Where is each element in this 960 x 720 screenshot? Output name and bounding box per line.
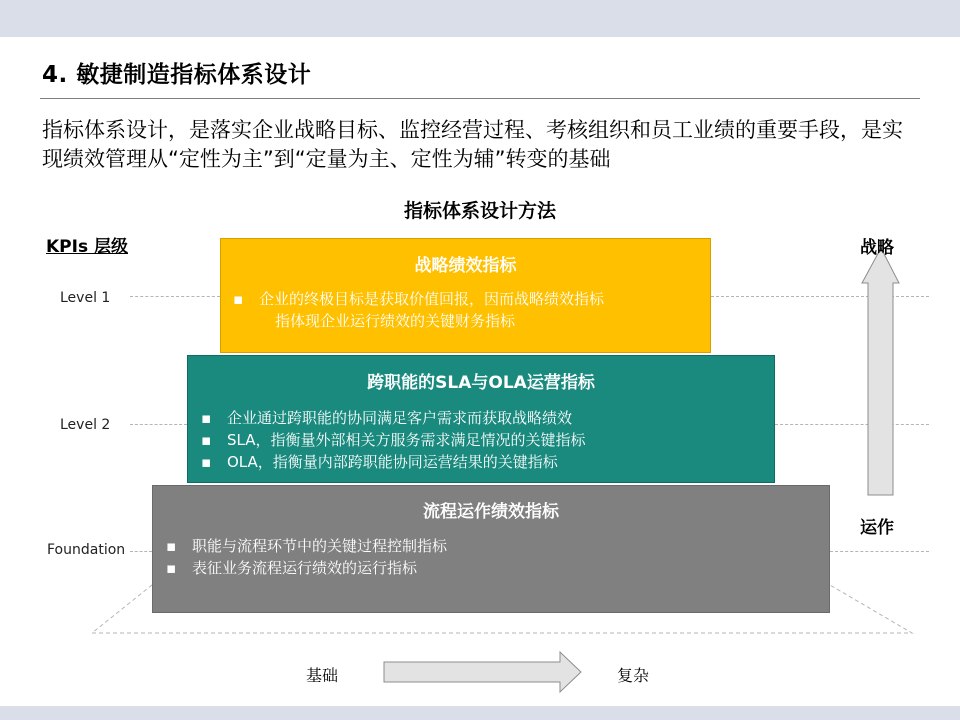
operational-tier-title: 跨职能的SLA与OLA运营指标 [367, 373, 595, 393]
level-2-label: Level 2 [60, 417, 111, 433]
process-tier-title: 流程运作绩效指标 [423, 502, 559, 522]
bullet-icon: ▪ [201, 431, 212, 449]
list-item: ▪ SLA，指衡量外部相关方服务需求满足情况的关键指标 [201, 431, 586, 449]
list-item: ▪ 企业的终极目标是获取价值回报，因而战略绩效指标 [233, 290, 605, 308]
bottom-right-label: 复杂 [617, 666, 650, 685]
bullet-icon: ▪ [201, 453, 212, 471]
bullet-icon: ▪ [166, 537, 177, 555]
vertical-up-arrow-icon [862, 248, 899, 495]
list-item: ▪ 职能与流程环节中的关键过程控制指标 [166, 537, 448, 555]
kpi-level-header: KPIs 层级 [46, 237, 128, 257]
foundation-label: Foundation [47, 542, 126, 558]
process-tier-bullets [166, 535, 829, 579]
method-title: 指标体系设计方法 [403, 200, 556, 222]
bottom-left-label: 基础 [306, 666, 339, 685]
strategic-tier-title: 战略绩效指标 [414, 256, 517, 276]
bullet-icon: ▪ [233, 290, 244, 308]
strategic-tier [220, 238, 711, 353]
bottom-band [0, 706, 960, 720]
intro-text: 指标体系设计，是落实企业战略目标、监控经营过程、考核组织和员工业绩的重要手段，是实现绩效管理从“定性为主”到“定量为主、定性为辅”转变的基础 [42, 118, 903, 171]
level-1-label: Level 1 [60, 290, 111, 306]
bullet-icon: ▪ [166, 559, 177, 577]
axis-top-label: 战略 [860, 238, 894, 258]
list-item: ▪ 表征业务流程运行绩效的运行指标 [166, 559, 418, 577]
list-item: ▪ OLA，指衡量内部跨职能协同运营结果的关键指标 [201, 453, 558, 471]
process-tier [152, 485, 830, 613]
list-item: ▪ 企业通过跨职能的协同满足客户需求而获取战略绩效 [201, 409, 573, 427]
operational-tier [187, 355, 775, 483]
operational-tier-bullets [201, 407, 774, 473]
bullet-icon: ▪ [201, 409, 212, 427]
axis-bottom-label: 运作 [860, 518, 894, 538]
horizontal-right-arrow-icon [384, 652, 581, 692]
page-title: 4. 敏捷制造指标体系设计 [42, 62, 312, 88]
list-item-continuation: 指体现企业运行绩效的关键财务指标 [275, 312, 516, 330]
strategic-tier-bullets [233, 288, 710, 332]
